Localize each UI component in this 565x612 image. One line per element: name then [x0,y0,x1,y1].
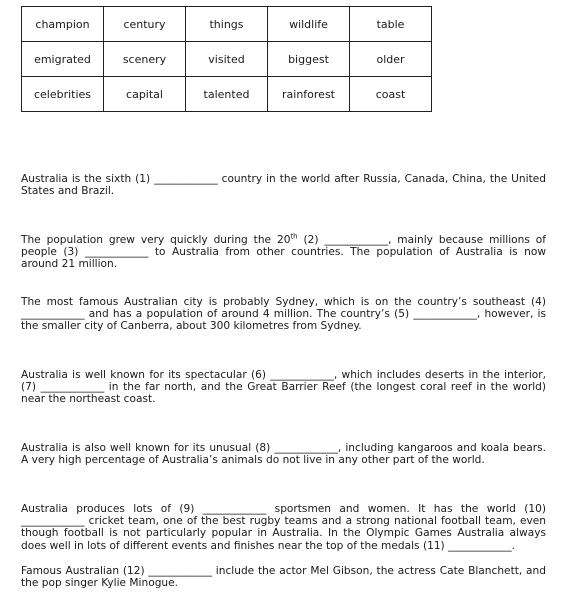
paragraph-1 [21,173,546,197]
word-bank-cell: capital [104,77,186,112]
paragraph-text: Famous Australian (12) ____________ include the actor Mel Gibson, the actress Cate Blanchett, and the pop singer Kylie Minogue. [21,565,546,590]
word-bank-cell: rainforest [268,77,350,112]
word-bank-row [22,7,432,42]
paragraph-text: (2) ____________, mainly because millions of people (3) ____________ to Australia from other countries. The population of Australia is now around 21 million. [21,234,546,271]
paragraph-text: The population grew very quickly during the 20 [21,234,291,246]
word-bank-cell: wildlife [268,7,350,42]
word-bank-cell: celebrities [22,77,104,112]
ordinal-suffix: th [290,232,298,241]
paragraph-text: Australia is also well known for its unusual (8) ____________, including kangaroos and koala bears. A very high percentage of Australia’s animals do not live in any other part of the world. [21,442,546,467]
paragraph-text: Australia is the sixth (1) ____________ country in the world after Russia, Canada, China, the United States and Brazil. [21,173,546,198]
word-bank-cell: coast [350,77,432,112]
word-bank-row [22,42,432,77]
word-bank-cell: older [350,42,432,77]
word-bank-cell: century [104,7,186,42]
paragraph-7 [21,565,546,589]
word-bank-cell: visited [186,42,268,77]
word-bank-cell: talented [186,77,268,112]
word-bank-cell: biggest [268,42,350,77]
paragraph-text: The most famous Australian city is probably Sydney, which is on the country’s southeast (4) ____________ and has a population of around 4 million. The country’s (5) ____________, however, is the smaller city of Canberra, about 300 kilometres from Sydney. [21,296,546,333]
word-bank-cell: table [350,7,432,42]
paragraph-3 [21,296,546,333]
word-bank-cell: scenery [104,42,186,77]
word-bank-row [22,77,432,112]
word-bank-cell: things [186,7,268,42]
paragraph-4 [21,369,546,406]
word-bank-table [21,6,432,112]
word-bank-cell: champion [22,7,104,42]
paragraph-text: Australia is well known for its spectacular (6) ____________, which includes deserts in the interior, (7) ____________ in the far north, and the Great Barrier Reef (the longest coral reef in the world) near the northeast coast. [21,369,546,406]
paragraph-5 [21,442,546,466]
paragraph-2 [21,234,546,271]
paragraph-6 [21,503,546,552]
word-bank-cell: emigrated [22,42,104,77]
paragraph-text: Australia produces lots of (9) ____________ sportsmen and women. It has the world (10) ____________ cricket team, one of the best rugby teams and a strong national football team, even though football is not particularly popular in Australia. In the Olympic Games Australia always does well in lots of different events and finishes near the top of the medals (11) ____________. [21,503,546,552]
